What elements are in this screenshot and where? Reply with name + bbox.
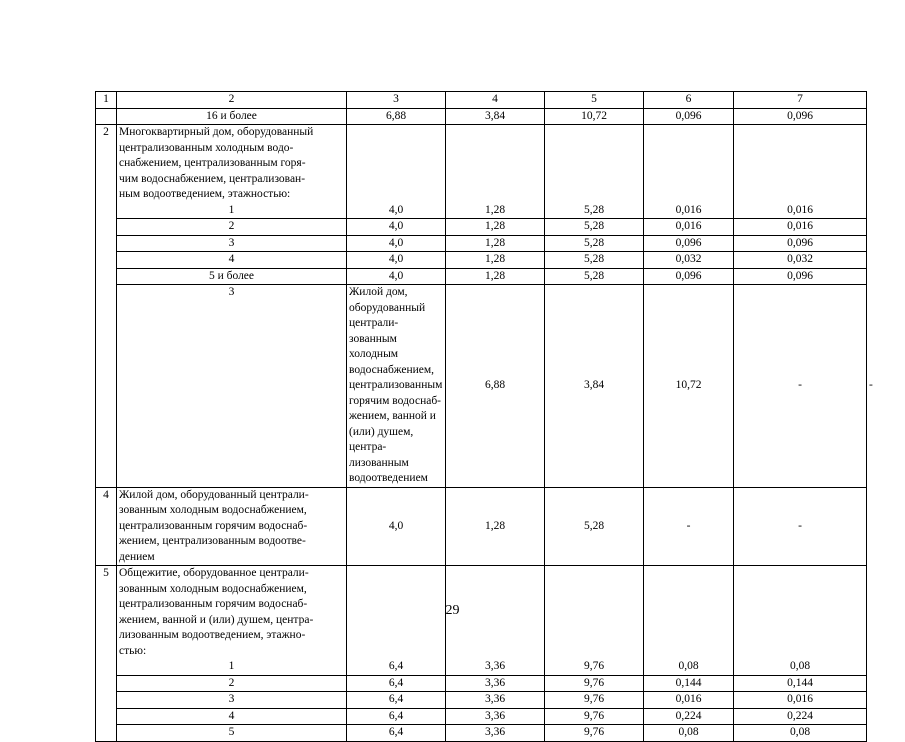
- value-cell: 5,28: [545, 125, 644, 219]
- value-cell: 0,096: [734, 108, 867, 125]
- value-cell: 4,0: [347, 219, 446, 236]
- page-number: 29: [445, 603, 460, 618]
- header-cell: 5: [545, 92, 644, 109]
- value-cell: 0,016: [734, 125, 867, 219]
- value-cell: 0,096: [644, 268, 734, 285]
- description-line: жением, ванной и (или) душем, центра-: [119, 613, 314, 626]
- value-cell: 5,28: [545, 268, 644, 285]
- value-cell: 3,36: [446, 566, 545, 676]
- value-cell: 3,84: [446, 108, 545, 125]
- description-line: стью:: [119, 644, 147, 657]
- floors-label: 3: [117, 692, 347, 709]
- section-row: [96, 487, 867, 566]
- section-row: [96, 566, 867, 676]
- value-cell: 0,08: [644, 566, 734, 676]
- description-line: зованным холодным водоснабжением,: [349, 332, 435, 376]
- value-cell: 1,28: [446, 268, 545, 285]
- description-line: зованным холодным водоснабжением,: [119, 582, 307, 595]
- value-cell: 10,72: [644, 285, 734, 488]
- value-cell: 6,4: [347, 566, 446, 676]
- table-row: [96, 108, 867, 125]
- value-cell: 5,28: [545, 487, 644, 566]
- value-cell: 5,28: [545, 219, 644, 236]
- description-line: Жилой дом, оборудованный централи-: [349, 286, 426, 329]
- section-number: 4: [96, 487, 117, 566]
- value-cell: 6,4: [347, 708, 446, 725]
- description-line: централизованным горячим водоснаб-: [119, 598, 308, 610]
- section-row: [96, 125, 867, 219]
- value-cell: 5,28: [545, 235, 644, 252]
- value-cell: 3,36: [446, 708, 545, 725]
- section-description: [117, 125, 347, 219]
- value-cell: 3,36: [446, 675, 545, 692]
- section-number: 3: [117, 285, 347, 488]
- norms-table: [95, 91, 873, 742]
- section-description: [347, 285, 446, 488]
- value-cell: 10,72: [545, 108, 644, 125]
- value-cell: 0,032: [734, 252, 867, 269]
- value-cell: 9,76: [545, 566, 644, 676]
- description-line: ным водоотведением, этажностью:: [119, 188, 291, 200]
- value-cell: 3,36: [446, 725, 545, 742]
- floors-label: 2: [117, 219, 347, 236]
- description-line: жением, централизованным водоотве-: [119, 535, 306, 547]
- table-row: [96, 219, 867, 236]
- value-cell: 6,4: [347, 725, 446, 742]
- description-line: Многоквартирный дом, оборудованный: [119, 126, 314, 138]
- description-line: жением, ванной и (или) душем, центра-: [349, 410, 436, 453]
- value-cell: 4,0: [347, 252, 446, 269]
- value-cell: 1,28: [446, 235, 545, 252]
- value-cell: 0,016: [644, 692, 734, 709]
- description-line: централизованным горячим водоснаб-: [349, 379, 443, 407]
- value-cell: 0,016: [644, 125, 734, 219]
- value-cell: 0,096: [734, 235, 867, 252]
- header-cell: 6: [644, 92, 734, 109]
- table-row: [96, 725, 867, 742]
- value-cell: 0,144: [644, 675, 734, 692]
- floors-label: 5 и более: [117, 268, 347, 285]
- floors-label: 4: [117, 708, 347, 725]
- value-cell: 0,08: [734, 566, 867, 676]
- floors-label: 1: [228, 660, 235, 672]
- table-row: [96, 675, 867, 692]
- description-line: централизованным холодным водо-: [119, 141, 294, 154]
- description-line: лизованным водоотведением, этажно-: [119, 629, 306, 641]
- value-cell: 3,84: [545, 285, 644, 488]
- value-cell: 0,08: [734, 725, 867, 742]
- value-cell: 6,4: [347, 692, 446, 709]
- value-cell: 0,096: [734, 268, 867, 285]
- section-number: 5: [96, 566, 117, 742]
- description-line: дением: [119, 550, 155, 563]
- value-cell: 5,28: [545, 252, 644, 269]
- value-cell: 6,88: [446, 285, 545, 488]
- description-line: централизованным горячим водоснаб-: [119, 519, 308, 532]
- description-line: снабжением, централизованным горя-: [119, 157, 306, 169]
- header-row: [96, 92, 867, 109]
- value-cell: 6,88: [347, 108, 446, 125]
- value-cell: 0,144: [734, 675, 867, 692]
- value-cell: 1,28: [446, 125, 545, 219]
- table-row: [96, 235, 867, 252]
- table-row: [96, 252, 867, 269]
- value-cell: 0,096: [644, 235, 734, 252]
- value-cell: 0,016: [734, 692, 867, 709]
- value-cell: 6,4: [347, 675, 446, 692]
- table-row: [96, 708, 867, 725]
- value-cell: 1,28: [446, 252, 545, 269]
- section-row: 3 Жилой дом, оборудованный централи- зованным холодным водоснабжением, централизованным горячим водоснаб- жением, ванной и (или) душем, центра- лизованным водоотведением 6,88 3,84 10,72 - -: [96, 285, 867, 488]
- floors-label: 2: [117, 675, 347, 692]
- header-cell: 2: [117, 92, 347, 109]
- description-line: Общежитие, оборудованное централи-: [119, 567, 309, 579]
- value-cell: 4,0: [347, 125, 446, 219]
- value-cell: 0,032: [644, 252, 734, 269]
- floors-label: 5: [117, 725, 347, 742]
- value-cell: 9,76: [545, 675, 644, 692]
- value-cell: 0,08: [644, 725, 734, 742]
- floors-label: 16 и более: [117, 108, 347, 125]
- value-cell: 9,76: [545, 725, 644, 742]
- section-description: [117, 487, 347, 566]
- value-cell: 1,28: [446, 487, 545, 566]
- value-cell: 9,76: [545, 708, 644, 725]
- value-cell: 0,016: [644, 219, 734, 236]
- header-cell: 1: [96, 92, 117, 109]
- section-description: [117, 566, 347, 676]
- value-cell: 3,36: [446, 692, 545, 709]
- value-cell: 1,28: [446, 219, 545, 236]
- table-row: [96, 268, 867, 285]
- header-cell: 7: [734, 92, 867, 109]
- value-cell: 0,016: [734, 219, 867, 236]
- description-line: чим водоснабжением, централизован-: [119, 172, 306, 185]
- description-line: лизованным водоотведением: [349, 456, 428, 484]
- section-number: 2: [96, 125, 117, 488]
- value-cell: -: [734, 285, 867, 488]
- value-cell: 4,0: [347, 268, 446, 285]
- empty-cell: [96, 108, 117, 125]
- header-cell: 3: [347, 92, 446, 109]
- floors-label: 4: [117, 252, 347, 269]
- value-cell: 9,76: [545, 692, 644, 709]
- value-cell: 0,096: [644, 108, 734, 125]
- value-cell: 4,0: [347, 235, 446, 252]
- value-cell: 0,224: [644, 708, 734, 725]
- description-line: зованным холодным водоснабжением,: [119, 504, 307, 516]
- value-cell: 0,224: [734, 708, 867, 725]
- header-cell: 4: [446, 92, 545, 109]
- floors-label: 3: [117, 235, 347, 252]
- table-row: [96, 692, 867, 709]
- value-cell: 4,0: [347, 487, 446, 566]
- floors-label: 1: [228, 203, 235, 216]
- value-cell: -: [734, 487, 867, 566]
- description-line: Жилой дом, оборудованный централи-: [119, 488, 309, 501]
- value-cell: -: [644, 487, 734, 566]
